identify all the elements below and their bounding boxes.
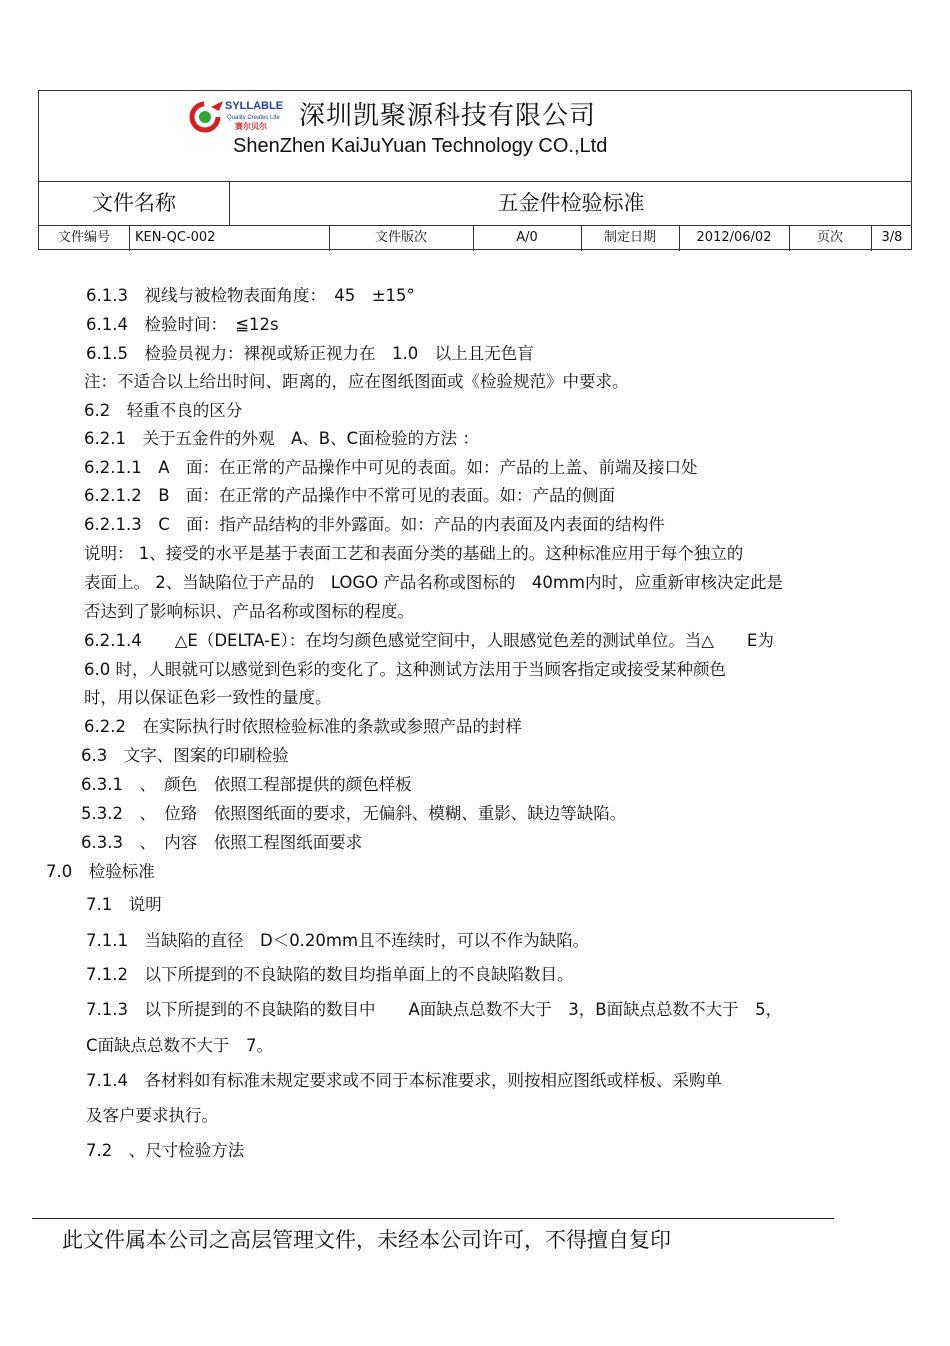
body-line: 6.2 轻重不良的区分 (84, 401, 243, 420)
date-label: 制定日期 (603, 230, 656, 245)
body-line: 7.1.4 各材料如有标准未规定要求或不同于本标准要求，则按相应图纸或样板、采购单 (86, 1071, 722, 1090)
logo-tagline: Quality Creates Life (227, 115, 280, 121)
page-value: 3/8 (881, 230, 903, 245)
body-line: 及客户要求执行。 (86, 1106, 218, 1125)
body-line: 6.3.1 、 颜色 依照工程部提供的颜色样板 (81, 775, 412, 794)
body-line: 7.1 说明 (86, 895, 162, 914)
file-name-value: 五金件检验标准 (497, 191, 645, 215)
body-line: 6.1.5 检验员视力：裸视或矫正视力在 1.0 以上且无色盲 (86, 344, 534, 363)
footer-notice: 此文件属本公司之高层管理文件，未经本公司许可，不得擅自复印 (62, 1228, 671, 1252)
company-name-en: ShenZhen KaiJuYuan Technology CO.,Ltd (233, 135, 608, 157)
footer-divider (32, 1218, 834, 1219)
body-line: 注：不适合以上给出时间、距离的，应在图纸图面或《检验规范》中要求。 (84, 372, 629, 391)
body-line: 6.3 文字、图案的印刷检验 (81, 746, 289, 765)
body-line: 7.1.1 当缺陷的直径 D＜0.20mm且不连续时，可以不作为缺陷。 (86, 931, 590, 950)
body-line: 6.1.3 视线与被检物表面角度： 45 ±15° (86, 286, 415, 305)
company-name-cn: 深圳凯聚源科技有限公司 (299, 101, 597, 131)
body-line: 6.3.3 、 内容 依照工程图纸面要求 (81, 833, 363, 852)
version-label: 文件版次 (374, 230, 427, 245)
section-heading: 7.0 检验标准 (46, 862, 155, 881)
version-value: A/0 (516, 230, 538, 245)
body-line: 5.3.2 、 位臵 依照图纸面的要求，无偏斜、模糊、重影、缺边等缺陷。 (81, 804, 627, 823)
logo-brand: SYLLABLE (225, 100, 284, 112)
date-value: 2012/06/02 (696, 230, 772, 245)
body-line: 6.2.1.1 A 面：在正常的产品操作中可见的表面。如：产品的上盖、前端及接口处 (84, 458, 698, 477)
body-line: 时，用以保证色彩一致性的量度。 (84, 688, 332, 707)
file-name-label: 文件名称 (92, 191, 176, 215)
body-line: 7.1.3 以下所提到的不良缺陷的数目中 A面缺点总数不大于 3，B面缺点总数不大于 5， (86, 1000, 783, 1019)
body-line: C面缺点总数不大于 7。 (86, 1036, 274, 1055)
body-line: 6.2.1 关于五金件的外观 A、B、C面检验的方法 ： (84, 429, 479, 448)
body-line: 表面上。 2、当缺陷位于产品的 LOGO 产品名称或图标的 40mm内时，应重新审核决定此是 (84, 573, 783, 592)
logo-cn-name: 赛尔贝尔 (235, 122, 267, 131)
body-line: 否达到了影响标识、产品名称或图标的程度。 (84, 602, 414, 621)
body-line: 7.2 、尺寸检验方法 (86, 1141, 245, 1160)
file-number-label: 文件编号 (57, 230, 110, 245)
body-line: 7.1.2 以下所提到的不良缺陷的数目均指单面上的不良缺陷数目。 (86, 965, 574, 984)
body-line: 6.0 时，人眼就可以感觉到色彩的变化了。这种测试方法用于当顾客指定或接受某种颜色 (84, 660, 726, 679)
body-line: 6.2.2 在实际执行时依照检验标准的条款或参照产品的封样 (84, 717, 522, 736)
body-line: 6.2.1.2 B 面：在正常的产品操作中不常可见的表面。如：产品的侧面 (84, 486, 616, 505)
company-logo (189, 97, 299, 133)
body-line: 6.2.1.3 C 面：指产品结构的非外露面。如：产品的内表面及内表面的结构件 (84, 515, 665, 534)
header-frame (38, 90, 912, 250)
page-label: 页次 (816, 230, 843, 245)
body-line: 6.1.4 检验时间： ≦12s (86, 315, 279, 334)
body-line: 说明： 1、接受的水平是基于表面工艺和表面分类的基础上的。这种标准应用于每个独立的 (84, 544, 744, 563)
body-line: 6.2.1.4 △E（DELTA-E）：在均匀颜色感觉空间中，人眼感觉色差的测试单位。当△ E为 (84, 631, 774, 650)
file-number-value: KEN-QC-002 (135, 230, 216, 245)
